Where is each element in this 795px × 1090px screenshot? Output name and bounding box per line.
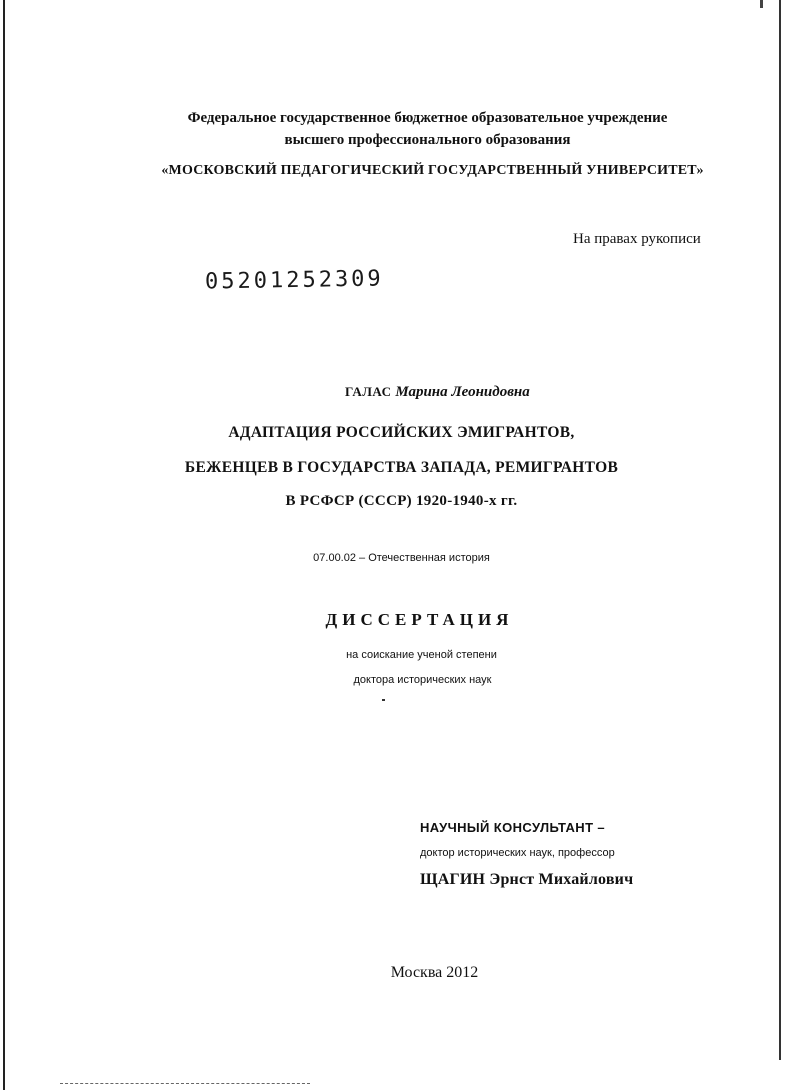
manuscript-note: На правах рукописи	[573, 231, 701, 247]
scan-bottom-line	[60, 1083, 310, 1085]
document-type: ДИССЕРТАЦИЯ	[325, 610, 514, 629]
degree-line-1: на соискание ученой степени	[346, 649, 497, 661]
scan-speck	[382, 699, 385, 701]
scan-edge-right	[779, 0, 781, 1060]
university-name: «МОСКОВСКИЙ ПЕДАГОГИЧЕСКИЙ ГОСУДАРСТВЕННЫЙ УНИВЕРСИТЕТ»	[161, 163, 704, 178]
author-given-names: Марина Леонидовна	[395, 384, 530, 400]
consultant-degree: доктор исторических наук, профессор	[420, 847, 615, 859]
scan-edge-left	[3, 0, 5, 1090]
institution-line-2: высшего профессионального образования	[284, 132, 571, 148]
city-year: Москва 2012	[390, 964, 479, 981]
institution-line-1: Федеральное государственное бюджетное образовательное учреждение	[187, 110, 668, 126]
specialty-code: 07.00.02 – Отечественная история	[313, 552, 490, 564]
consultant-name: ЩАГИН Эрнст Михайлович	[420, 871, 634, 888]
registration-stamp: 05201252309	[204, 266, 384, 295]
author-surname: ГАЛАС	[345, 384, 392, 399]
degree-line-2: доктора исторических наук	[353, 674, 492, 686]
title-line-1: АДАПТАЦИЯ РОССИЙСКИХ ЭМИГРАНТОВ,	[228, 424, 575, 441]
title-line-2: БЕЖЕНЦЕВ В ГОСУДАРСТВА ЗАПАДА, РЕМИГРАНТОВ	[184, 459, 619, 476]
title-line-3: В РСФСР (СССР) 1920-1940-х гг.	[285, 493, 518, 509]
author-name	[345, 384, 530, 401]
consultant-heading: НАУЧНЫЙ КОНСУЛЬТАНТ –	[420, 820, 606, 835]
scan-edge-mark	[760, 0, 763, 8]
